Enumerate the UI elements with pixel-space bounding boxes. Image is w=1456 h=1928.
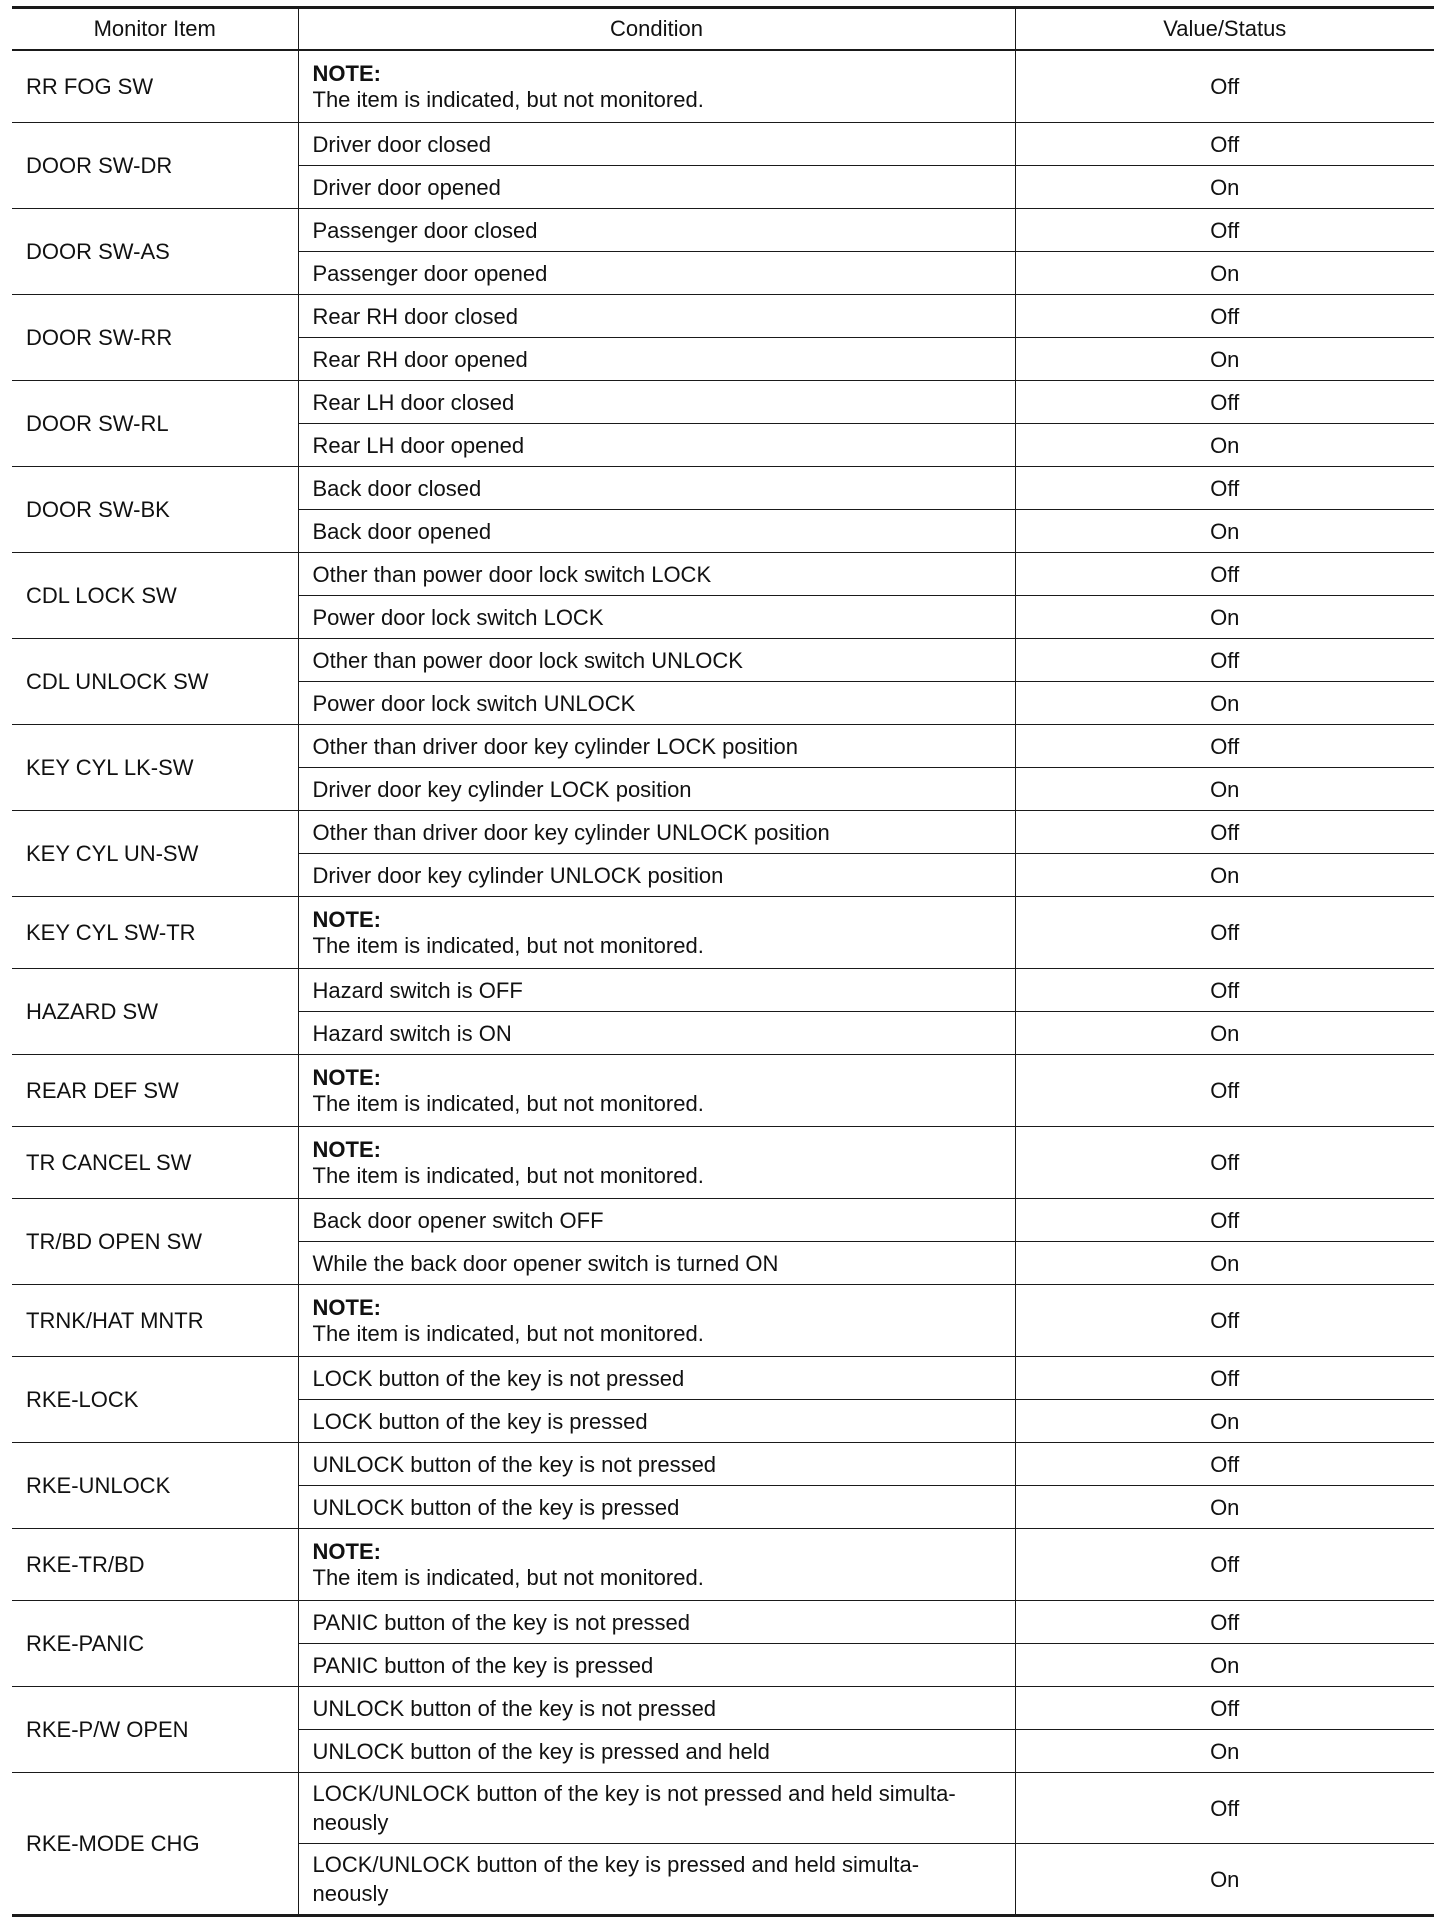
condition-cell: Other than power door lock switch LOCK [298, 553, 1015, 596]
note-label: NOTE: [312, 1294, 381, 1320]
monitor-item-cell: KEY CYL UN-SW [12, 811, 298, 897]
monitor-item-cell: KEY CYL LK-SW [12, 725, 298, 811]
value-status-cell: On [1015, 338, 1434, 381]
table-row [12, 1357, 1434, 1400]
value-status-cell: Off [1015, 1285, 1434, 1357]
condition-cell: Rear LH door closed [298, 381, 1015, 424]
condition-cell: Passenger door opened [298, 252, 1015, 295]
value-status-cell: Off [1015, 295, 1434, 338]
condition-cell: PANIC button of the key is pressed [298, 1644, 1015, 1687]
table-row [12, 553, 1434, 596]
condition-cell: Passenger door closed [298, 209, 1015, 252]
condition-cell: LOCK button of the key is not pressed [298, 1357, 1015, 1400]
condition-cell: Power door lock switch LOCK [298, 596, 1015, 639]
condition-cell [298, 1055, 1015, 1127]
table-header [12, 8, 1434, 51]
value-status-cell: On [1015, 768, 1434, 811]
header-condition: Condition [298, 8, 1015, 51]
table-row [12, 1529, 1434, 1601]
value-status-cell: Off [1015, 1127, 1434, 1199]
value-status-cell: Off [1015, 50, 1434, 123]
monitor-item-cell: TR CANCEL SW [12, 1127, 298, 1199]
value-status-cell: On [1015, 1844, 1434, 1916]
condition-cell [298, 1529, 1015, 1601]
condition-cell: While the back door opener switch is turned ON [298, 1242, 1015, 1285]
monitor-table [12, 6, 1434, 1917]
monitor-item-cell: RKE-P/W OPEN [12, 1687, 298, 1773]
condition-cell: PANIC button of the key is not pressed [298, 1601, 1015, 1644]
condition-cell [298, 897, 1015, 969]
monitor-item-cell: CDL UNLOCK SW [12, 639, 298, 725]
value-status-cell: On [1015, 1486, 1434, 1529]
monitor-item-cell: TR/BD OPEN SW [12, 1199, 298, 1285]
table-row [12, 123, 1434, 166]
condition-cell [298, 1127, 1015, 1199]
value-status-cell: Off [1015, 1601, 1434, 1644]
monitor-item-cell: TRNK/HAT MNTR [12, 1285, 298, 1357]
condition-cell: Power door lock switch UNLOCK [298, 682, 1015, 725]
note-text: The item is indicated, but not monitored. [312, 1090, 704, 1116]
condition-cell: Hazard switch is ON [298, 1012, 1015, 1055]
value-status-cell: Off [1015, 1443, 1434, 1486]
table-row [12, 1773, 1434, 1844]
table-row [12, 639, 1434, 682]
table-row [12, 295, 1434, 338]
monitor-item-cell: CDL LOCK SW [12, 553, 298, 639]
condition-cell: Back door opener switch OFF [298, 1199, 1015, 1242]
table-row [12, 50, 1434, 123]
condition-cell: UNLOCK button of the key is pressed and held [298, 1730, 1015, 1773]
table-row [12, 209, 1434, 252]
table-row [12, 811, 1434, 854]
value-status-cell: Off [1015, 1529, 1434, 1601]
monitor-item-cell: DOOR SW-RR [12, 295, 298, 381]
note-text: The item is indicated, but not monitored. [312, 1564, 704, 1590]
condition-cell: Driver door key cylinder UNLOCK position [298, 854, 1015, 897]
value-status-cell: Off [1015, 1199, 1434, 1242]
monitor-item-cell: RKE-MODE CHG [12, 1773, 298, 1916]
table-row [12, 1687, 1434, 1730]
table-row [12, 1601, 1434, 1644]
value-status-cell: Off [1015, 1055, 1434, 1127]
value-status-cell: On [1015, 1730, 1434, 1773]
condition-cell: Rear RH door closed [298, 295, 1015, 338]
table-row [12, 381, 1434, 424]
condition-cell: LOCK button of the key is pressed [298, 1400, 1015, 1443]
table-row [12, 467, 1434, 510]
monitor-item-cell: RR FOG SW [12, 50, 298, 123]
value-status-cell: Off [1015, 381, 1434, 424]
condition-cell: Driver door closed [298, 123, 1015, 166]
value-status-cell: Off [1015, 1357, 1434, 1400]
note-text: The item is indicated, but not monitored. [312, 86, 704, 112]
value-status-cell: On [1015, 1242, 1434, 1285]
monitor-item-cell: RKE-TR/BD [12, 1529, 298, 1601]
monitor-item-cell: DOOR SW-DR [12, 123, 298, 209]
condition-cell: Back door closed [298, 467, 1015, 510]
table-body [12, 50, 1434, 1916]
table-row [12, 1127, 1434, 1199]
monitor-item-cell: REAR DEF SW [12, 1055, 298, 1127]
value-status-cell: Off [1015, 467, 1434, 510]
value-status-cell: On [1015, 166, 1434, 209]
note-label: NOTE: [312, 60, 381, 86]
value-status-cell: On [1015, 424, 1434, 467]
value-status-cell: Off [1015, 811, 1434, 854]
table-row [12, 1285, 1434, 1357]
note-text: The item is indicated, but not monitored. [312, 1320, 704, 1346]
condition-cell [298, 50, 1015, 123]
value-status-cell: Off [1015, 123, 1434, 166]
value-status-cell: On [1015, 1644, 1434, 1687]
value-status-cell: On [1015, 596, 1434, 639]
value-status-cell: Off [1015, 725, 1434, 768]
condition-cell: Back door opened [298, 510, 1015, 553]
monitor-table-container [12, 6, 1434, 1917]
value-status-cell: Off [1015, 897, 1434, 969]
condition-cell: Other than power door lock switch UNLOCK [298, 639, 1015, 682]
note-label: NOTE: [312, 1136, 381, 1162]
value-status-cell: Off [1015, 639, 1434, 682]
condition-cell: Driver door key cylinder LOCK position [298, 768, 1015, 811]
value-status-cell: Off [1015, 1773, 1434, 1844]
condition-cell: Rear LH door opened [298, 424, 1015, 467]
value-status-cell: Off [1015, 553, 1434, 596]
condition-cell: Other than driver door key cylinder UNLOCK position [298, 811, 1015, 854]
header-row [12, 8, 1434, 51]
condition-cell: LOCK/UNLOCK button of the key is pressed and held simulta- neously [298, 1844, 1015, 1916]
note-label: NOTE: [312, 906, 381, 932]
monitor-item-cell: HAZARD SW [12, 969, 298, 1055]
value-status-cell: Off [1015, 209, 1434, 252]
table-row [12, 1199, 1434, 1242]
note-label: NOTE: [312, 1064, 381, 1090]
table-row [12, 1055, 1434, 1127]
header-monitor-item: Monitor Item [12, 8, 298, 51]
value-status-cell: Off [1015, 969, 1434, 1012]
condition-cell: LOCK/UNLOCK button of the key is not pressed and held simulta- neously [298, 1773, 1015, 1844]
note-text: The item is indicated, but not monitored. [312, 1162, 704, 1188]
condition-cell: Hazard switch is OFF [298, 969, 1015, 1012]
monitor-item-cell: RKE-LOCK [12, 1357, 298, 1443]
monitor-item-cell: RKE-UNLOCK [12, 1443, 298, 1529]
value-status-cell: On [1015, 510, 1434, 553]
condition-cell: Other than driver door key cylinder LOCK position [298, 725, 1015, 768]
header-value-status: Value/Status [1015, 8, 1434, 51]
monitor-item-cell: DOOR SW-AS [12, 209, 298, 295]
table-row [12, 897, 1434, 969]
value-status-cell: On [1015, 1400, 1434, 1443]
condition-cell: UNLOCK button of the key is not pressed [298, 1443, 1015, 1486]
condition-cell: UNLOCK button of the key is not pressed [298, 1687, 1015, 1730]
monitor-item-cell: KEY CYL SW-TR [12, 897, 298, 969]
table-row [12, 1443, 1434, 1486]
condition-cell [298, 1285, 1015, 1357]
table-row [12, 725, 1434, 768]
condition-cell: Rear RH door opened [298, 338, 1015, 381]
value-status-cell: On [1015, 854, 1434, 897]
value-status-cell: On [1015, 682, 1434, 725]
value-status-cell: On [1015, 252, 1434, 295]
monitor-item-cell: DOOR SW-BK [12, 467, 298, 553]
value-status-cell: Off [1015, 1687, 1434, 1730]
table-row [12, 969, 1434, 1012]
note-label: NOTE: [312, 1538, 381, 1564]
note-text: The item is indicated, but not monitored. [312, 932, 704, 958]
value-status-cell: On [1015, 1012, 1434, 1055]
monitor-item-cell: DOOR SW-RL [12, 381, 298, 467]
condition-cell: UNLOCK button of the key is pressed [298, 1486, 1015, 1529]
condition-cell: Driver door opened [298, 166, 1015, 209]
monitor-item-cell: RKE-PANIC [12, 1601, 298, 1687]
